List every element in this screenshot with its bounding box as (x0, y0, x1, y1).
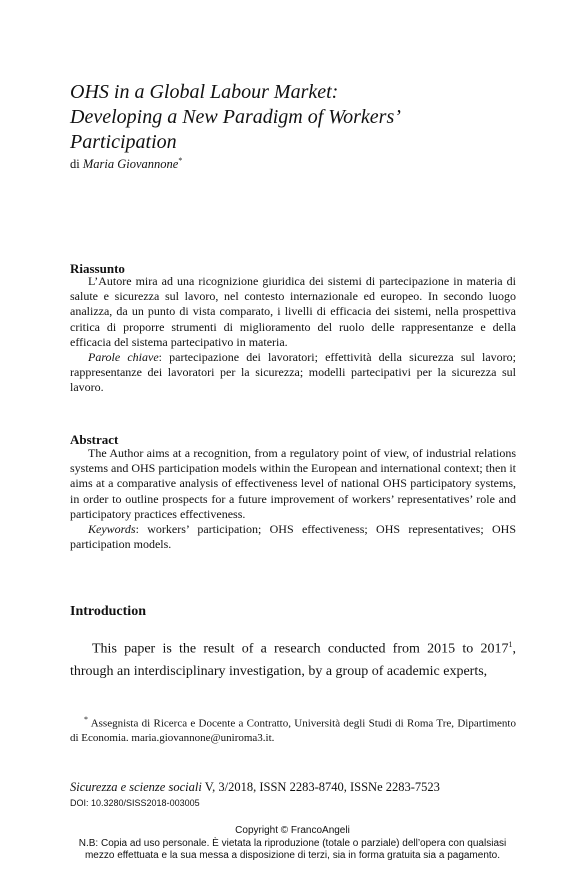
byline-prefix: di (70, 157, 80, 172)
title-line: Developing a New Paradigm of Workers’ (70, 106, 401, 128)
footnote (70, 713, 516, 745)
copyright-line: N.B: Copia ad uso personale. È vietata la riproduzione (totale o parziale) dell’opera con qualsiasi (78, 837, 507, 849)
keywords-label: Keywords (88, 522, 136, 537)
keywords-text: : workers’ participation; OHS effectiveness; OHS representatives; OHS participation models. (70, 522, 516, 552)
abstract-heading: Abstract (70, 432, 119, 447)
footnote-ref[interactable]: 1 (508, 640, 513, 649)
abstract-section (70, 446, 516, 552)
introduction-paragraph: This paper is the result of a research conducted from 2015 to 2017$^1$, through an interdisciplinary investigation, by a group of academic experts, (70, 640, 516, 679)
journal-info (70, 780, 440, 795)
footnote-marker: * (84, 715, 88, 724)
title-line: OHS in a Global Labour Market: (70, 81, 339, 103)
introduction-heading: Introduction (70, 604, 146, 619)
article-title (70, 80, 540, 155)
abstract-keywords (70, 522, 516, 552)
byline (70, 156, 182, 172)
riassunto-body: L’Autore mira ad una ricognizione giuridica dei sistemi di partecipazione in materia di salute e sicurezza sul lavoro, nel contesto internazionale ed europeo. In secondo luogo analizza, da un punto di vista comparato, i livelli di efficacia dei sistemi, nella prospettiva critica di proporre strumenti di miglioramento del ruolo delle rappresentanze e della efficacia del sistema partecipativo in materia. (70, 274, 516, 349)
keywords-text: : partecipazione dei lavoratori; effettività della sicurezza sul lavoro; rappresentanze dei lavoratori per la sicurezza; modelli partecipativi per la sicurezza sul lavoro. (70, 350, 516, 395)
riassunto-keywords (70, 350, 516, 396)
copyright-line: Copyright © FrancoAngeli (235, 825, 350, 836)
copyright-notice (0, 825, 585, 863)
keywords-label: Parole chiave (88, 350, 159, 365)
copyright-line: mezzo effettuata e la sua messa a disposizione di terzi, sia in forma gratuita sia a pagamento. (84, 850, 501, 861)
journal-name: Sicurezza e scienze sociali (70, 780, 202, 794)
author-footnote-marker: * (178, 156, 183, 165)
footnote-text: Assegnista di Ricerca e Docente a Contratto, Università degli Studi di Roma Tre, Dipartimento di Economia. maria.giovannone@uniroma3.it. (70, 717, 516, 744)
introduction-section (70, 634, 516, 683)
author-name: Maria Giovannone (82, 157, 179, 172)
title-line: Participation (70, 131, 177, 153)
journal-details: V, 3/2018, ISSN 2283-8740, ISSNe 2283-7523 (201, 780, 440, 794)
doi: DOI: 10.3280/SISS2018-003005 (70, 798, 200, 808)
riassunto-heading: Riassunto (70, 261, 125, 276)
riassunto-section (70, 274, 516, 396)
abstract-body: The Author aims at a recognition, from a regulatory point of view, of industrial relations systems and OHS participation models within the European and international context; then it aims at a comparative analysis of effectiveness level of national OHS participatory systems, in order to outline prospects for a future improvement of workers’ representatives’ role and participatory practices effectiveness. (70, 446, 516, 521)
